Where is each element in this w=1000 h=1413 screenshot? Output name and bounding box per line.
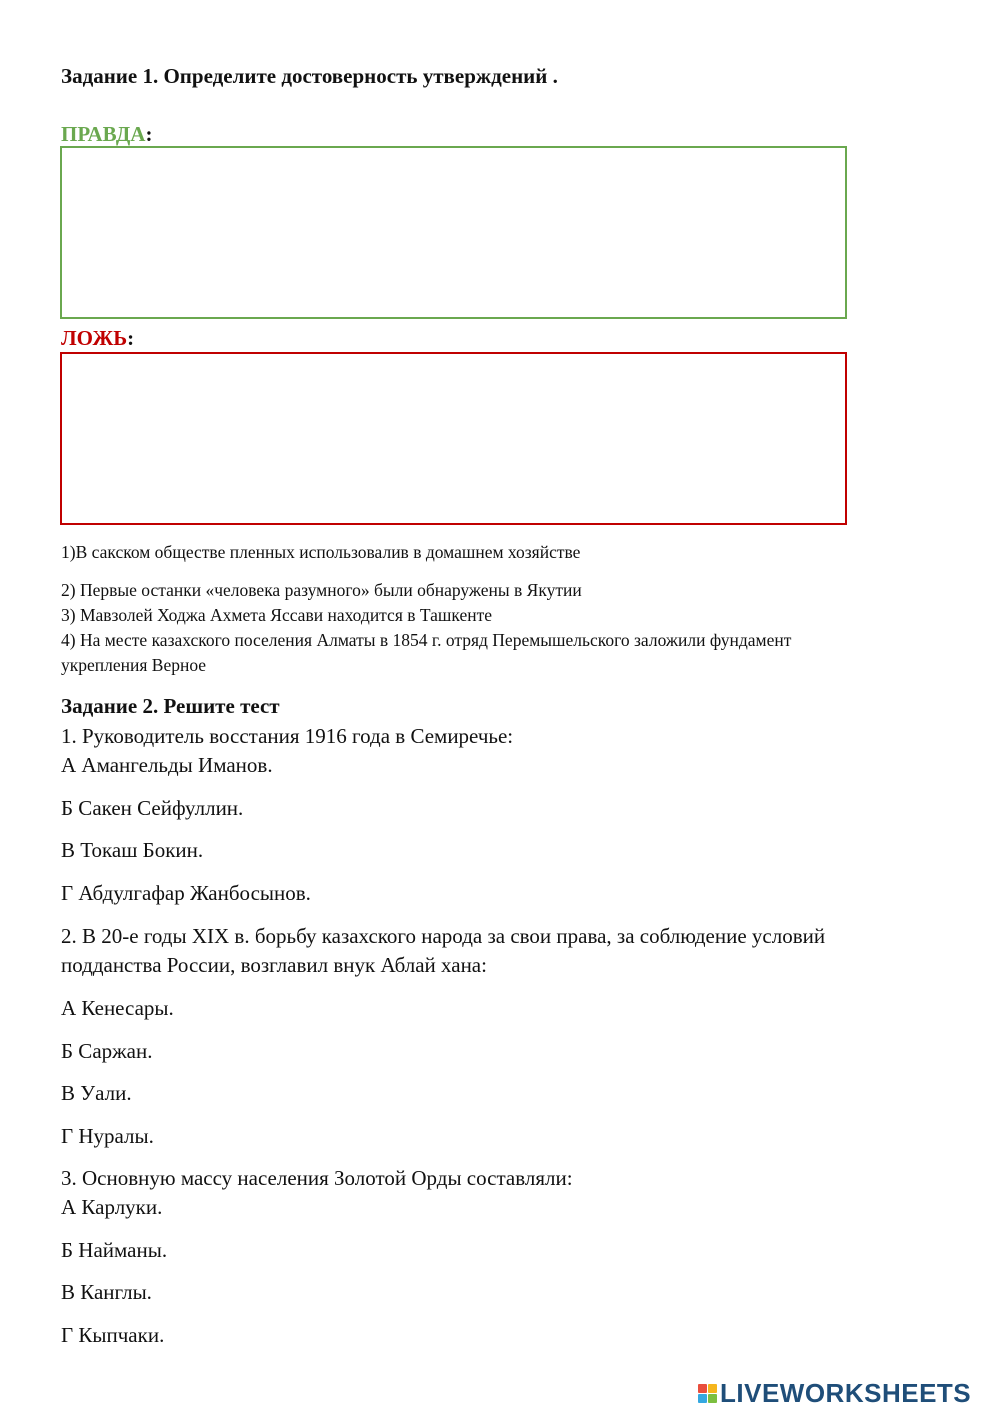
statement-3[interactable]: 3) Мавзолей Ходжа Ахмета Яссави находится в Ташкенте: [61, 605, 492, 625]
question-1-option-d[interactable]: Г Абдулгафар Жанбосынов.: [61, 881, 311, 905]
question-1-option-a[interactable]: А Амангельды Иманов.: [61, 753, 273, 777]
question-3-option-c[interactable]: В Канглы.: [61, 1280, 152, 1304]
false-drop-zone[interactable]: [60, 352, 847, 525]
question-3-option-a[interactable]: А Карлуки.: [61, 1195, 163, 1219]
false-label-colon: :: [127, 326, 135, 350]
question-3-text: 3. Основную массу населения Золотой Орды составляли:: [61, 1166, 573, 1190]
task2-title: Задание 2. Решите тест: [61, 694, 280, 718]
true-label-text: ПРАВДА: [61, 122, 146, 146]
question-2-option-a[interactable]: А Кенесары.: [61, 996, 174, 1020]
task1-title: Задание 1. Определите достоверность утверждений .: [61, 64, 558, 88]
false-label: [61, 326, 134, 351]
statement-1[interactable]: 1)В сакском обществе пленных использовалив в домашнем хозяйстве: [61, 542, 581, 562]
false-label-text: ЛОЖЬ: [61, 326, 128, 350]
statement-4[interactable]: 4) На месте казахского поселения Алматы в 1854 г. отряд Перемышельского заложили фундамент: [61, 630, 792, 650]
true-label-colon: :: [145, 122, 153, 146]
statement-4-continued[interactable]: укрепления Верное: [61, 655, 207, 675]
question-2-option-c[interactable]: В Уали.: [61, 1081, 132, 1105]
question-1-text: 1. Руководитель восстания 1916 года в Семиречье:: [61, 724, 514, 748]
true-drop-zone[interactable]: [60, 146, 847, 319]
question-2-text-continued: подданства России, возглавил внук Аблай хана:: [61, 953, 487, 977]
statement-2[interactable]: 2) Первые останки «человека разумного» были обнаружены в Якутии: [61, 580, 582, 600]
liveworksheets-logo-icon: [698, 1384, 717, 1403]
liveworksheets-logo-text: LIVEWORKSHEETS: [720, 1377, 972, 1408]
liveworksheets-logo[interactable]: [698, 1378, 971, 1408]
question-2-option-b[interactable]: Б Саржан.: [61, 1039, 153, 1063]
question-3-option-d[interactable]: Г Кыпчаки.: [61, 1323, 165, 1347]
question-3-option-b[interactable]: Б Найманы.: [61, 1238, 168, 1262]
true-label: [61, 122, 152, 147]
question-1-option-c[interactable]: В Токаш Бокин.: [61, 838, 204, 862]
question-2-text: 2. В 20-е годы XIX в. борьбу казахского народа за свои права, за соблюдение условий: [61, 924, 826, 948]
question-2-option-d[interactable]: Г Нуралы.: [61, 1124, 154, 1148]
question-1-option-b[interactable]: Б Сакен Сейфуллин.: [61, 796, 244, 820]
